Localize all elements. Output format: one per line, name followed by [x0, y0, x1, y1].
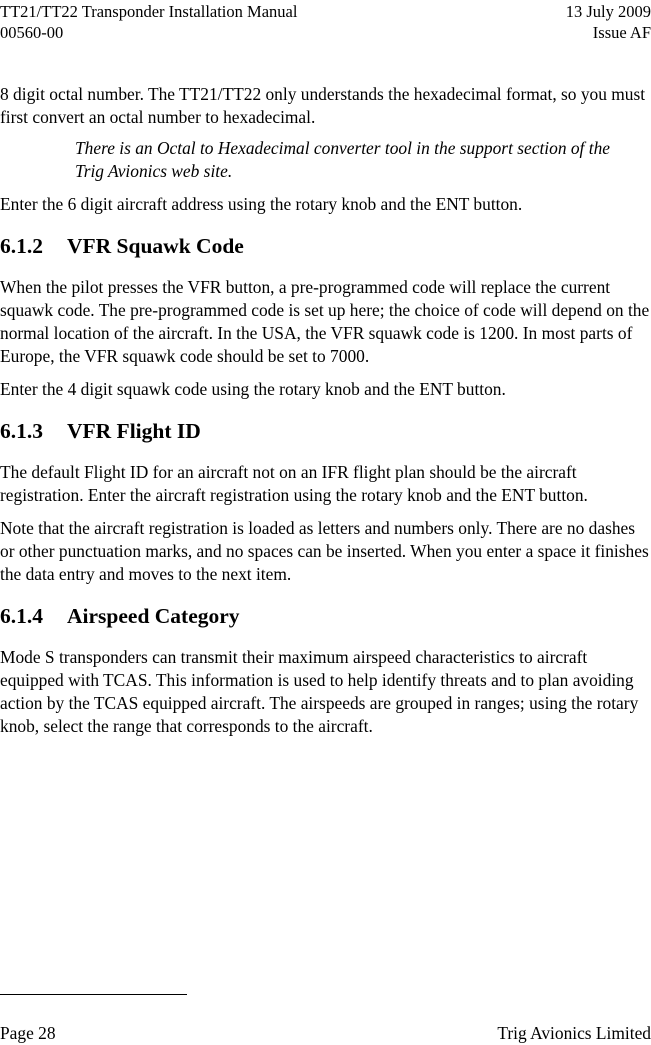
vfr-squawk-paragraph: When the pilot presses the VFR button, a pre-programmed code will replace the current squawk code. The pre-programmed code is set up here; the choice of code will depend on the normal location of the aircraft. In the USA, the VFR squawk code is 1200. In most parts of Europe, the VFR squawk code should be set to 7000.: [0, 277, 650, 366]
company-name: Trig Avionics Limited: [497, 1023, 651, 1043]
enter-address-paragraph: Enter the 6 digit aircraft address using the rotary knob and the ENT button.: [0, 194, 523, 214]
flight-id-paragraph: The default Flight ID for an aircraft not on an IFR flight plan should be the aircraft registration. Enter the aircraft registration using the rotary knob and the ENT button.: [0, 462, 588, 505]
converter-note: There is an Octal to Hexadecimal converter tool in the support section of the Trig Avionics web site.: [75, 138, 610, 181]
section-number: 6.1.2: [0, 234, 43, 258]
section-title: Airspeed Category: [67, 604, 240, 628]
intro-paragraph: 8 digit octal number. The TT21/TT22 only understands the hexadecimal format, so you must first convert an octal number to hexadecimal.: [0, 84, 646, 127]
enter-squawk-paragraph: Enter the 4 digit squawk code using the rotary knob and the ENT button.: [0, 379, 506, 399]
section-heading-6-1-4: [0, 603, 651, 629]
page-number: Page 28: [0, 1023, 56, 1043]
airspeed-category-paragraph: Mode S transponders can transmit their maximum airspeed characteristics to aircraft equipped with TCAS. This information is used to help identify threats and to plan avoiding action by the TCAS equipped aircraft. The airspeeds are grouped in ranges; using the rotary knob, select the range that corresponds to the aircraft.: [0, 647, 639, 736]
manual-title: TT21/TT22 Transponder Installation Manual: [0, 2, 298, 21]
page-content: [0, 83, 651, 748]
document-number: 00560-00: [0, 23, 64, 42]
section-title: VFR Flight ID: [67, 419, 201, 443]
header-date: 13 July 2009: [565, 2, 651, 21]
issue-label: Issue AF: [592, 23, 651, 42]
registration-note-paragraph: Note that the aircraft registration is loaded as letters and numbers only. There are no dashes or other punctuation marks, and no spaces can be inserted. When you enter a space it finishes the data entry and moves to the next item.: [0, 518, 649, 584]
section-number: 6.1.4: [0, 604, 43, 628]
section-title: VFR Squawk Code: [67, 234, 244, 258]
footer-divider: [0, 994, 187, 995]
section-heading-6-1-2: [0, 233, 651, 259]
section-heading-6-1-3: [0, 418, 651, 444]
section-number: 6.1.3: [0, 419, 43, 443]
